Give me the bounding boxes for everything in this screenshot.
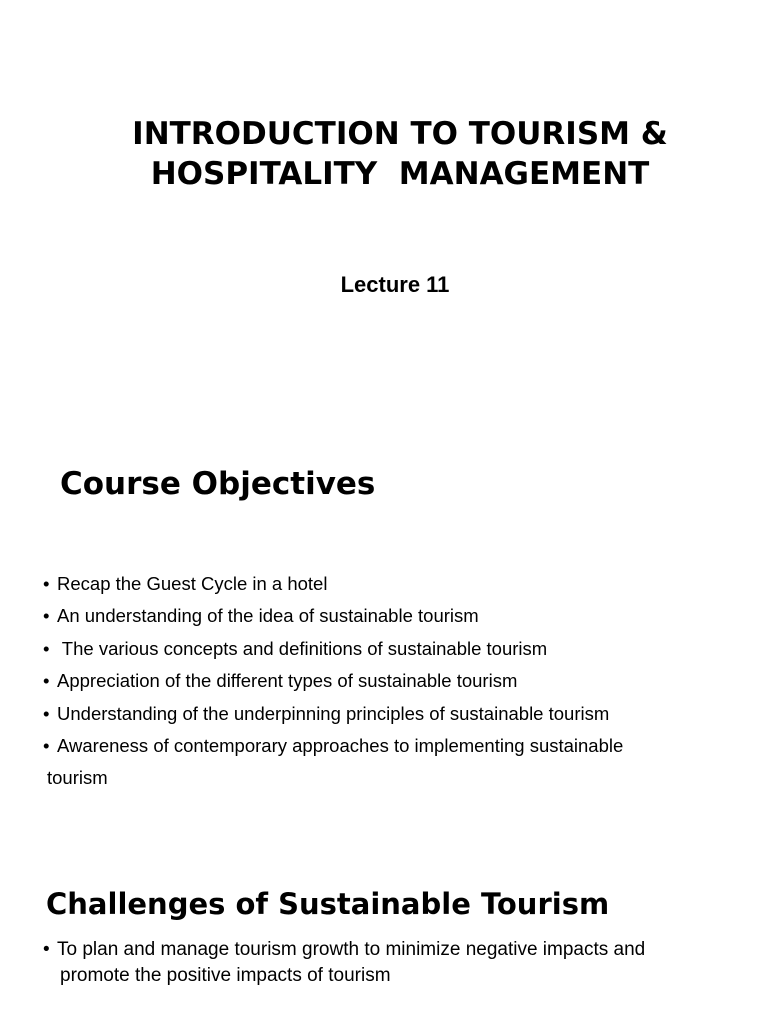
bullet-icon: • (43, 735, 50, 757)
challenges-list (43, 937, 763, 989)
title-line-2: HOSPITALITY MANAGEMENT (150, 156, 650, 192)
lecture-subtitle: Lecture 11 (340, 272, 450, 297)
list-item (43, 568, 743, 600)
list-item-text: The various concepts and definitions of sustainable tourism (57, 637, 548, 659)
list-item (43, 665, 743, 697)
list-item-continuation: promote the positive impacts of tourism (60, 965, 391, 986)
slide-title (0, 114, 768, 194)
list-item (43, 600, 743, 632)
list-item (43, 937, 763, 989)
bullet-icon: • (43, 702, 50, 724)
course-objectives-heading: Course Objectives (60, 466, 376, 502)
bullet-icon: • (43, 605, 50, 627)
bullet-icon: • (43, 573, 50, 594)
list-item (43, 633, 743, 665)
objectives-list (43, 568, 743, 795)
challenges-heading: Challenges of Sustainable Tourism (46, 887, 610, 921)
list-item (43, 698, 743, 730)
list-item-text: Recap the Guest Cycle in a hotel (57, 573, 328, 594)
bullet-icon: • (43, 637, 50, 659)
title-line-1: INTRODUCTION TO TOURISM & (132, 116, 668, 152)
bullet-icon: • (43, 670, 50, 692)
list-item-text: Appreciation of the different types of sustainable tourism (57, 670, 518, 692)
bullet-icon: • (43, 939, 50, 960)
list-item (43, 730, 743, 795)
list-item-text: To plan and manage tourism growth to minimize negative impacts and (57, 939, 646, 960)
list-item-text: An understanding of the idea of sustainable tourism (57, 605, 479, 627)
list-item-text: Understanding of the underpinning principles of sustainable tourism (57, 702, 610, 724)
list-item-continuation: tourism (47, 767, 108, 789)
list-item-text: Awareness of contemporary approaches to implementing sustainable (57, 735, 624, 757)
